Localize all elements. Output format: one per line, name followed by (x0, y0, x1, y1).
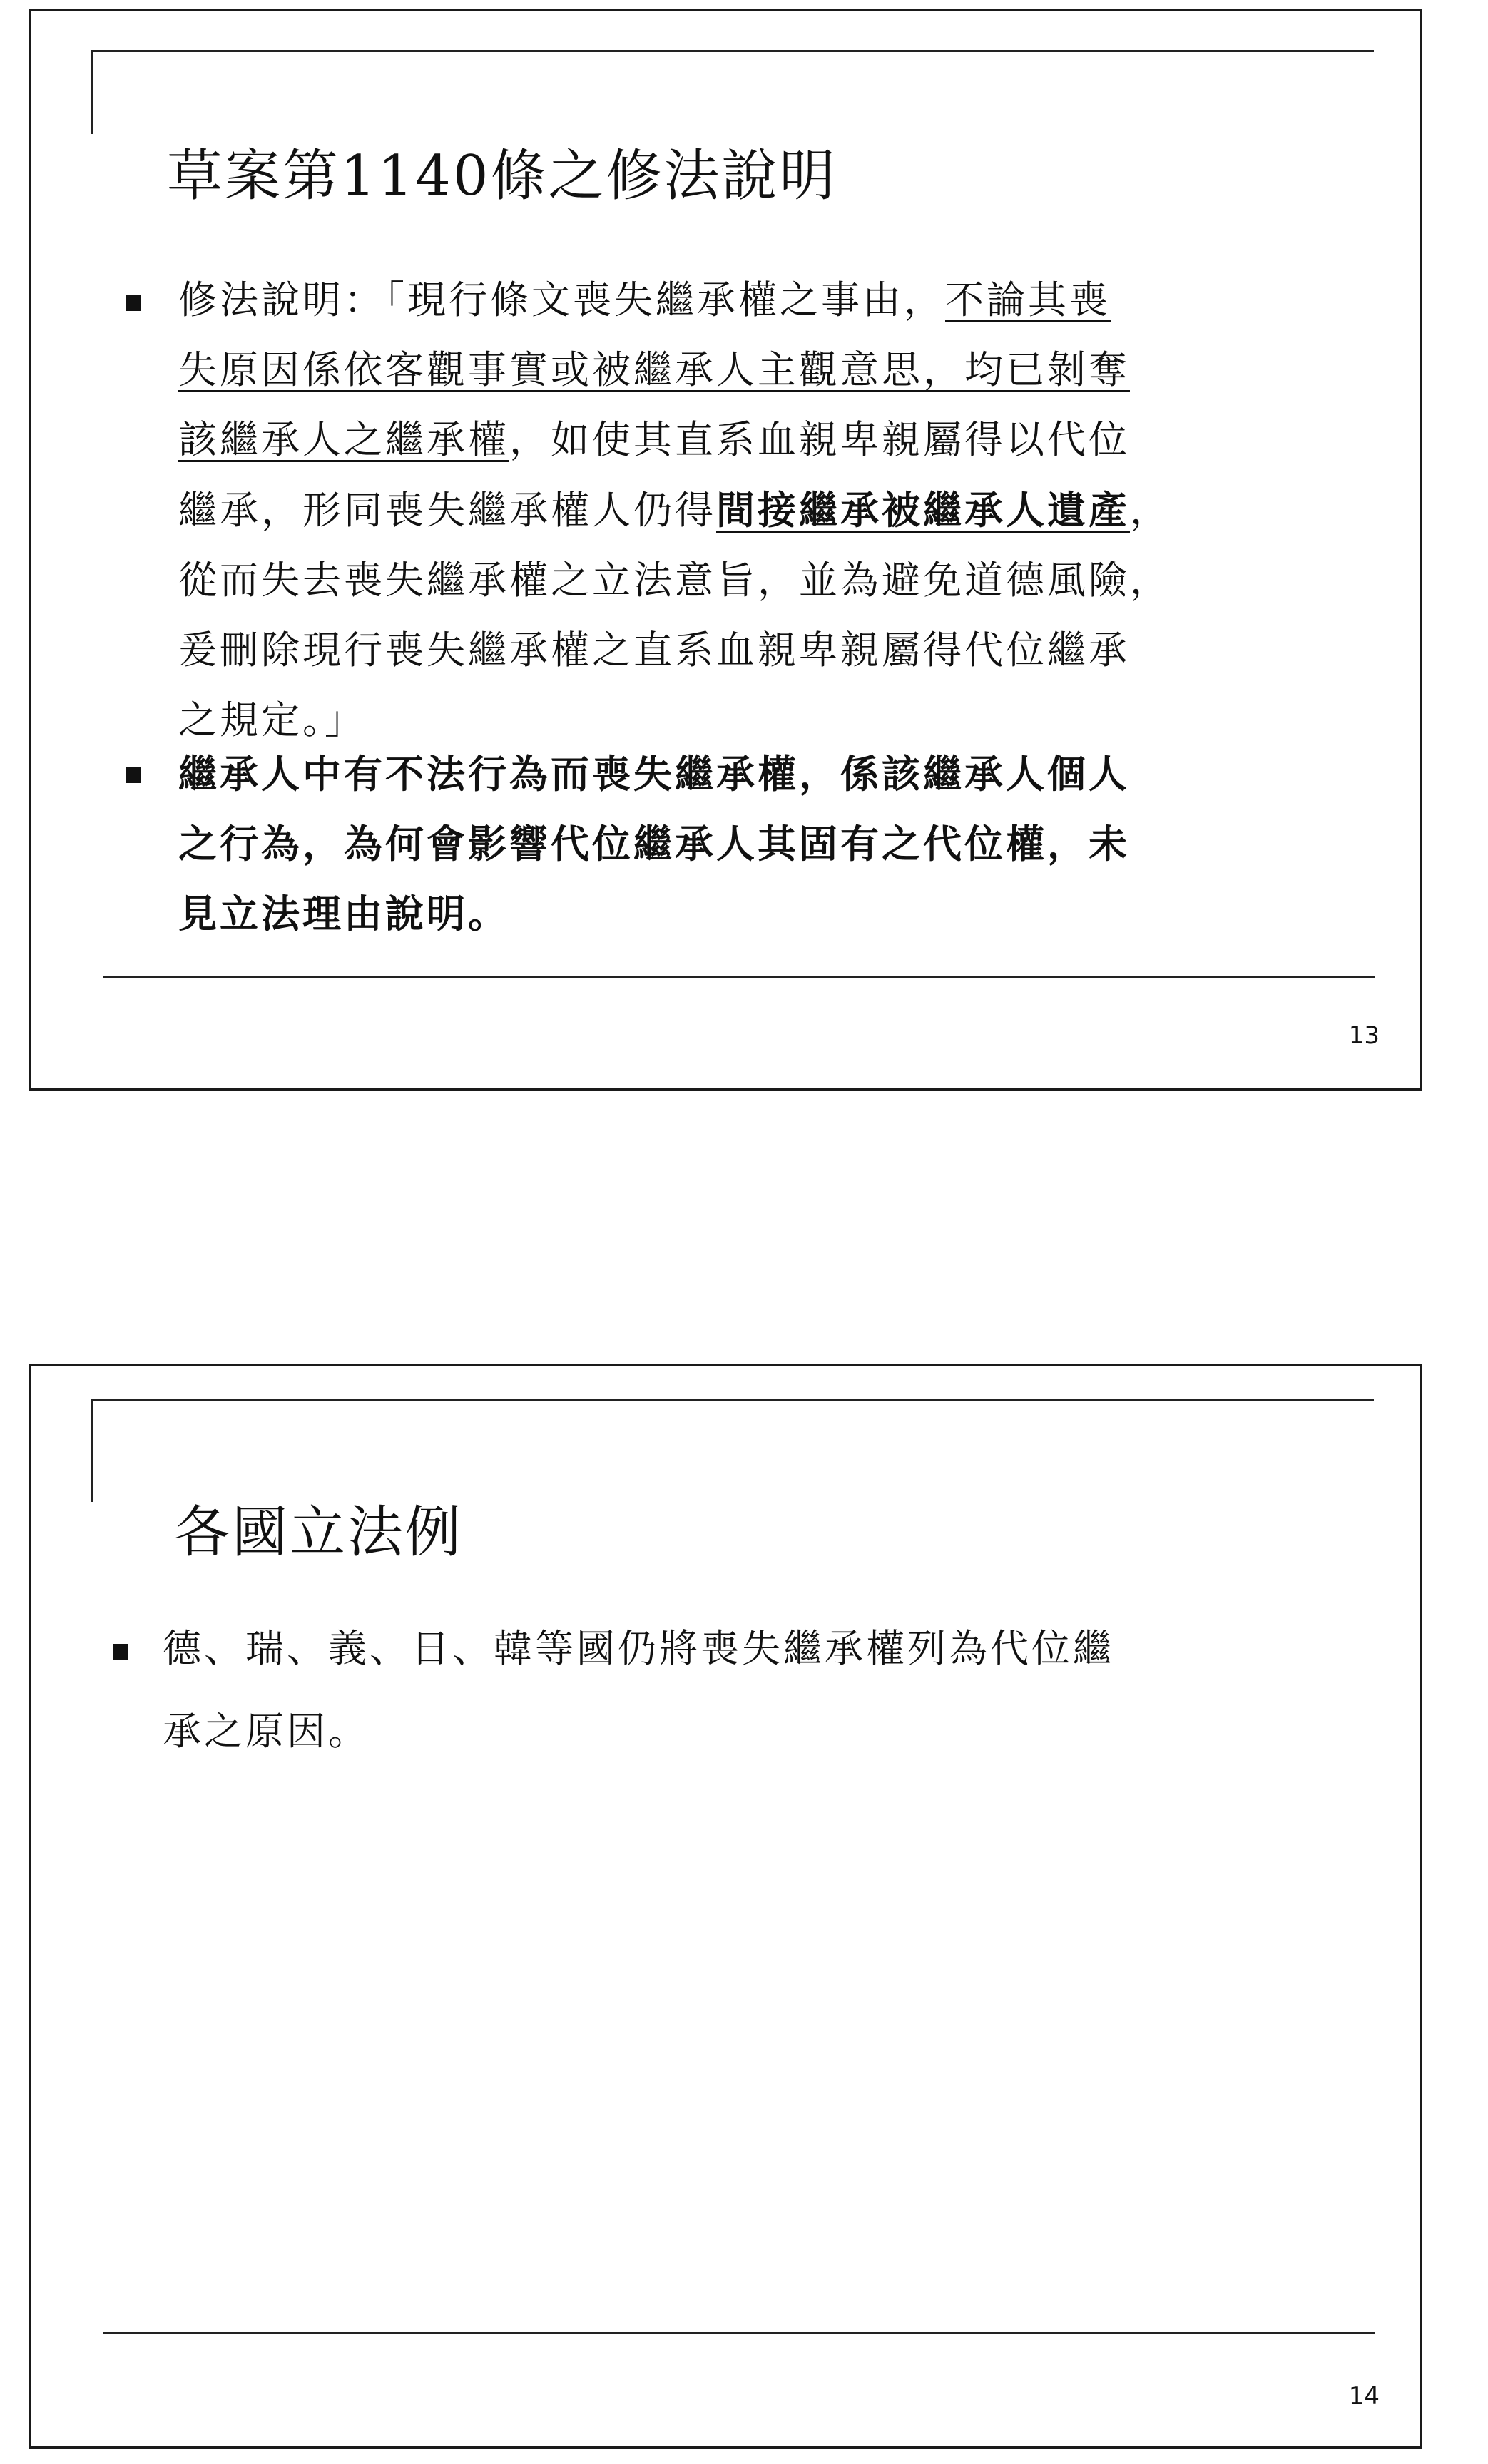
text-line: 之規定。」 (178, 697, 366, 742)
underlined-text: 不論其喪 (945, 277, 1111, 322)
title-frame-top-rule (91, 1399, 1374, 1401)
text-line (178, 265, 1362, 335)
slide-14 (29, 1364, 1422, 2449)
bullet-foreign-legislation (163, 1607, 1361, 1773)
footer-rule (103, 976, 1375, 978)
text-run: ， (1130, 488, 1171, 533)
bullet-commentary (178, 739, 1362, 949)
title-frame-left-rule (91, 1399, 93, 1502)
title-frame-top-rule (91, 50, 1374, 52)
page-number: 14 (1348, 2382, 1380, 2411)
text-run: ，如使其直系血親卑親屬得以代位 (509, 417, 1130, 462)
square-bullet-icon (113, 1644, 128, 1660)
text-line: 之行為，為何會影響代位繼承人其固有之代位權，未 (178, 821, 1130, 867)
slide-title: 各國立法例 (174, 1501, 464, 1565)
underlined-text: 該繼承人之繼承權 (178, 417, 509, 462)
page-number: 13 (1348, 1021, 1380, 1050)
text-line: 承之原因。 (163, 1709, 370, 1754)
text-run: 繼承，形同喪失繼承權人仍得 (178, 488, 716, 533)
bold-underlined-text: 間接繼承被繼承人遺產 (716, 487, 1130, 533)
text-run: 修法說明：「現行條文喪失繼承權之事由， (178, 277, 945, 322)
text-line: 從而失去喪失繼承權之立法意旨，並為避免道德風險， (178, 558, 1171, 603)
title-frame-left-rule (91, 50, 93, 134)
bullet-amendment-explanation (178, 265, 1362, 755)
text-line: 爰刪除現行喪失繼承權之直系血親卑親屬得代位繼承 (178, 628, 1130, 673)
square-bullet-icon (126, 295, 141, 311)
text-line (178, 405, 1362, 475)
text-line: 德、瑞、義、日、韓等國仍將喪失繼承權列為代位繼 (163, 1626, 1114, 1671)
text-line: 見立法理由說明。 (178, 891, 509, 936)
footer-rule (103, 2332, 1375, 2334)
text-line: 繼承人中有不法行為而喪失繼承權，係該繼承人個人 (178, 751, 1130, 797)
square-bullet-icon (126, 767, 141, 783)
text-line (178, 475, 1362, 546)
underlined-text-line: 失原因係依客觀事實或被繼承人主觀意思，均已剝奪 (178, 347, 1130, 392)
slide-title: 草案第1140條之修法說明 (167, 144, 837, 208)
